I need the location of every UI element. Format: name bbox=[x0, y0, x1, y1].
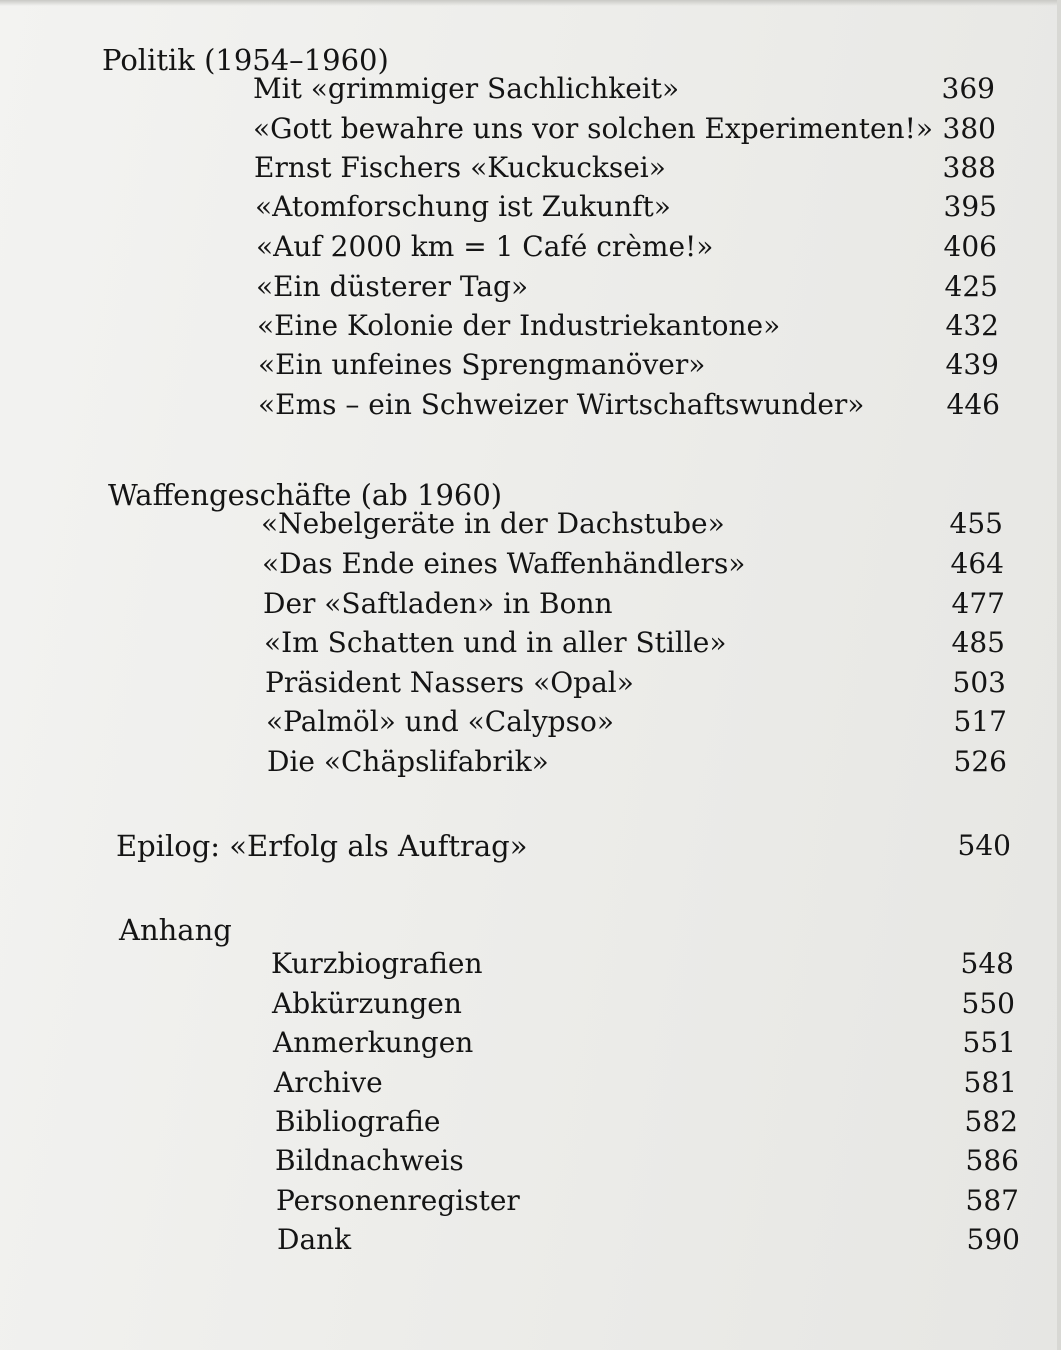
toc-entry bbox=[0, 946, 1061, 986]
section-heading-anhang: Anhang bbox=[119, 913, 232, 947]
toc-entry-page: 485 bbox=[951, 626, 1005, 659]
toc-entry bbox=[0, 704, 1061, 744]
toc-entry-page: 551 bbox=[962, 1026, 1016, 1059]
toc-entry bbox=[0, 189, 1061, 229]
toc-entry-page: 586 bbox=[965, 1144, 1019, 1177]
toc-entry-page: 550 bbox=[961, 987, 1015, 1020]
toc-entry-title: Bibliografie bbox=[275, 1105, 441, 1138]
toc-entry-title: Abkürzungen bbox=[272, 987, 462, 1020]
toc-entry-title: «Gott bewahre uns vor solchen Experimenten!» bbox=[253, 112, 933, 145]
section-heading-waffengeschaefte: Waffengeschäfte (ab 1960) bbox=[108, 478, 503, 512]
toc-entry bbox=[0, 744, 1061, 784]
toc-entry-title: «Das Ende eines Waffenhändlers» bbox=[262, 547, 746, 580]
toc-entry-page: 464 bbox=[950, 547, 1004, 580]
toc-entry bbox=[0, 506, 1061, 546]
toc-entry-page: 587 bbox=[965, 1184, 1019, 1217]
toc-entry bbox=[0, 986, 1061, 1026]
toc-entry-title: Die «Chäpslifabrik» bbox=[267, 745, 549, 778]
toc-entry bbox=[0, 347, 1061, 387]
toc-entry bbox=[0, 625, 1061, 665]
toc-entry-page: 395 bbox=[943, 190, 997, 223]
toc-entry-title: «Auf 2000 km = 1 Café crème!» bbox=[256, 230, 714, 263]
toc-entry-page: 581 bbox=[963, 1066, 1017, 1099]
toc-entry-page: 406 bbox=[943, 230, 997, 263]
toc-entry-title: «Ems – ein Schweizer Wirtschaftswunder» bbox=[258, 388, 865, 421]
toc-entry bbox=[0, 71, 1061, 111]
toc-entry-page: 439 bbox=[945, 348, 999, 381]
toc-entry-title: «Im Schatten und in aller Stille» bbox=[264, 626, 727, 659]
toc-entry-title: Mit «grimmiger Sachlichkeit» bbox=[253, 72, 680, 105]
toc-entry bbox=[0, 111, 1061, 151]
toc-entry-title: «Ein unfeines Sprengmanöver» bbox=[258, 348, 706, 381]
page-top-edge bbox=[0, 0, 1061, 6]
toc-entry bbox=[0, 1065, 1061, 1105]
toc-entry-page: 590 bbox=[966, 1223, 1020, 1256]
toc-entry-page: 540 bbox=[957, 829, 1011, 862]
toc-entry-page: 432 bbox=[945, 309, 999, 342]
toc-entry-page: 582 bbox=[964, 1105, 1018, 1138]
toc-entry-title: Kurzbiografien bbox=[271, 947, 483, 980]
toc-entry-title: «Eine Kolonie der Industriekantone» bbox=[257, 309, 781, 342]
toc-entry-title: «Atomforschung ist Zukunft» bbox=[255, 190, 671, 223]
toc-entry bbox=[0, 269, 1061, 309]
toc-entry-title: Präsident Nassers «Opal» bbox=[265, 666, 634, 699]
toc-entry bbox=[0, 1143, 1061, 1183]
toc-entry bbox=[0, 1222, 1061, 1262]
toc-entry-page: 548 bbox=[960, 947, 1014, 980]
toc-entry bbox=[0, 546, 1061, 586]
toc-entry-title: Ernst Fischers «Kuckucksei» bbox=[254, 151, 666, 184]
toc-entry bbox=[0, 1025, 1061, 1065]
toc-entry-epilog bbox=[0, 828, 1061, 868]
toc-entry-page: 503 bbox=[952, 666, 1006, 699]
section-heading-politik: Politik (1954–1960) bbox=[102, 43, 389, 77]
toc-entry-title: «Palmöl» und «Calypso» bbox=[266, 705, 614, 738]
toc-entry bbox=[0, 308, 1061, 348]
toc-entry-title: Der «Saftladen» in Bonn bbox=[263, 587, 613, 620]
toc-entry-title: «Ein düsterer Tag» bbox=[256, 270, 529, 303]
toc-entry-title: Archive bbox=[274, 1066, 383, 1099]
toc-entry bbox=[0, 387, 1061, 427]
toc-entry-page: 425 bbox=[944, 270, 998, 303]
toc-entry-page: 380 bbox=[942, 112, 996, 145]
toc-entry-title: Anmerkungen bbox=[273, 1026, 474, 1059]
toc-entry-page: 455 bbox=[949, 507, 1003, 540]
toc-entry-title: «Nebelgeräte in der Dachstube» bbox=[261, 507, 725, 540]
toc-entry bbox=[0, 1104, 1061, 1144]
toc-entry bbox=[0, 1183, 1061, 1223]
toc-entry-page: 388 bbox=[942, 151, 996, 184]
toc-entry-page: 477 bbox=[951, 587, 1005, 620]
toc-entry bbox=[0, 150, 1061, 190]
toc-entry bbox=[0, 665, 1061, 705]
toc-entry-title: Personenregister bbox=[276, 1184, 520, 1217]
toc-entry bbox=[0, 586, 1061, 626]
section-heading-epilog: Epilog: «Erfolg als Auftrag» bbox=[116, 829, 528, 863]
toc-entry-title: Dank bbox=[277, 1223, 352, 1256]
toc-entry-page: 517 bbox=[953, 705, 1007, 738]
toc-entry bbox=[0, 229, 1061, 269]
toc-entry-title: Bildnachweis bbox=[275, 1144, 464, 1177]
toc-entry-page: 526 bbox=[953, 745, 1007, 778]
toc-entry-page: 369 bbox=[941, 72, 995, 105]
toc-entry-page: 446 bbox=[946, 388, 1000, 421]
